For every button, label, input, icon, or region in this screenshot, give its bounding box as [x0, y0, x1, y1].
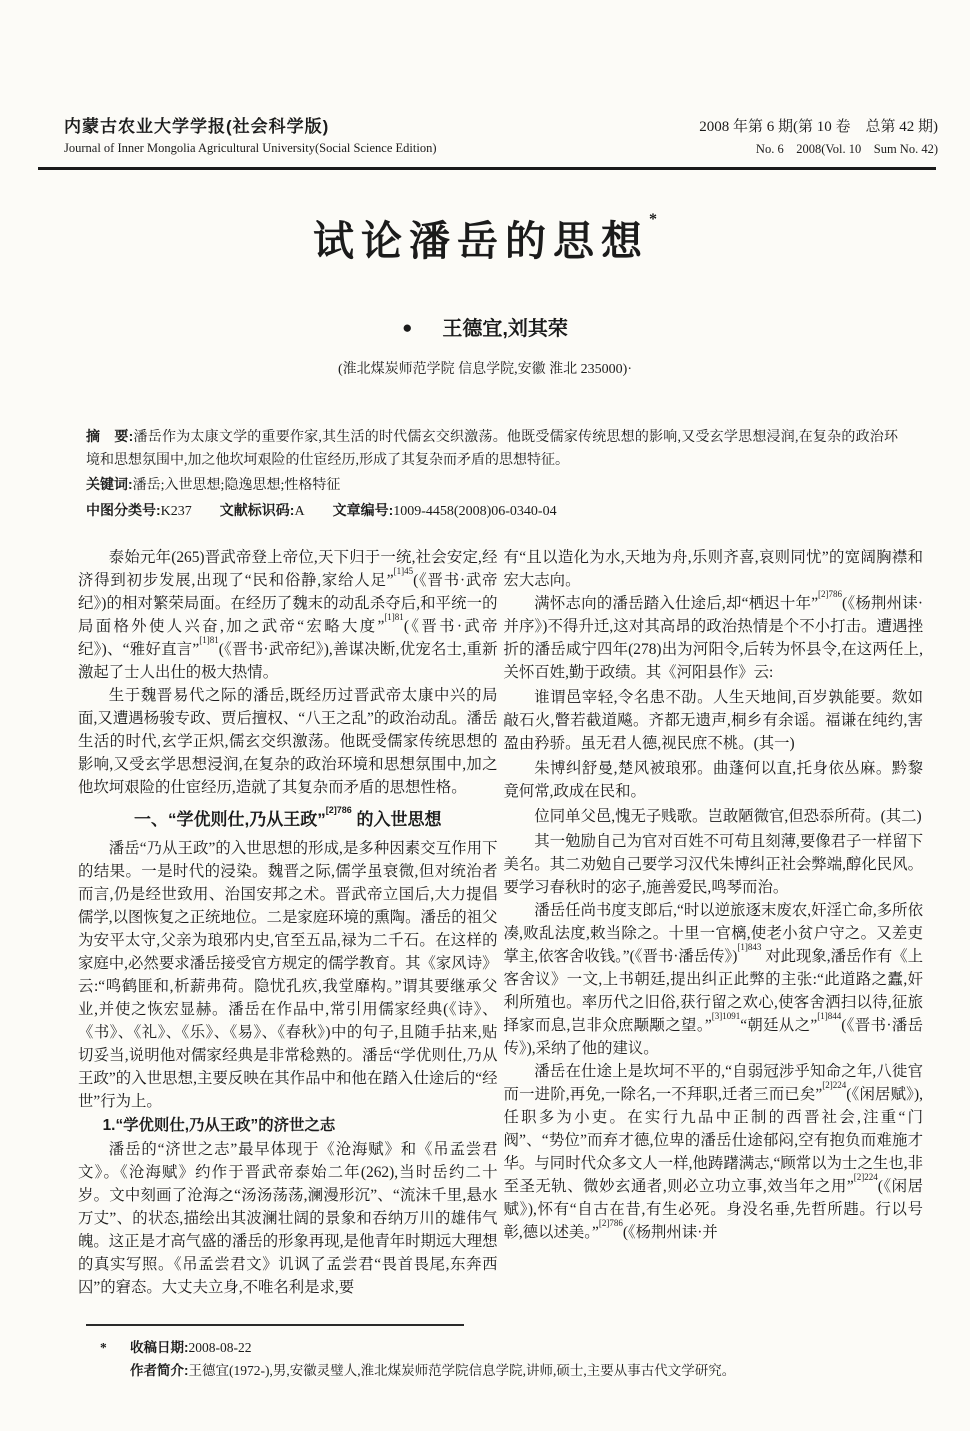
received-date-line	[100, 1336, 900, 1359]
paragraph: 其一勉励自己为官对百姓不可苟且刻薄,要像君子一样留下美名。其二劝勉自己要学习汉代朱博纠正社会弊端,醇化民风。要学习春秋时的宓子,施善爱民,鸣琴而治。	[503, 833, 923, 896]
affiliation: (淮北煤炭师范学院 信息学院,安徽 淮北 235000)·	[338, 362, 632, 377]
right-column	[504, 546, 924, 1328]
body-columns	[78, 546, 923, 1328]
header-divider	[38, 167, 936, 170]
section-heading: 一、“学优则仕,乃从王政”$^{[2]786}$ 的入世思想	[134, 805, 442, 829]
received-date-value: 2008-08-22	[188, 1340, 252, 1355]
abstract-row	[86, 425, 898, 472]
article-no-label: 文章编号:	[332, 501, 394, 518]
journal-name-en: Journal of Inner Mongolia Agricultural University(Social Science Edition)	[64, 141, 437, 155]
left-column	[78, 546, 498, 1328]
keywords-label: 关键词:	[86, 476, 133, 492]
paragraph: 潘岳在仕途上是坎坷不平的,“自弱冠涉乎知命之年,八徙官而一进阶,再免,一除名,一不拜职,迁者三而已矣”$^{[2]224}$(《闲居赋》),任职多为小吏。在实行九品中正制的西晋社会,注重“门阀”、“势位”而弃才德,位卑的潘岳仕途郁闷,空有抱负而难施才华。与同时代众多文人一样,他踌躇满志,“顾常以为士之生也,非至圣无轨、微妙玄通者,则必立功立事,效当年之用”$^{[2]224}$(《闲居赋》),怀有“自古在昔,有生必死。身没名垂,先哲所韪。行以号彰,德以述美。”$^{[2]786}$(《杨荆州诔·并	[503, 1063, 923, 1241]
paragraph: 生于魏晋易代之际的潘岳,既经历过晋武帝太康中兴的局面,又遭遇杨骏专政、贾后擅权、“八王之乱”的政治动乱。潘岳生活的时代,玄学正炽,儒玄交织激荡。他既受儒家传统思想的影响,又受玄学思想浸润,在复杂的政治环境和思想氛围中,加之他坎坷艰险的仕宦经历,造就了其复杂而矛盾的思想性格。	[78, 687, 498, 796]
classification-row	[86, 499, 898, 524]
subsection-heading: 1.“学优则仕,乃从王政”的济世之志	[102, 1117, 336, 1134]
doc-code-label: 文献标识码:	[219, 501, 295, 518]
author-bullet-icon: ●	[402, 318, 413, 337]
article-no-value: 1009-4458(2008)06-0340-04	[393, 503, 557, 519]
footnote-asterisk: *	[100, 1340, 107, 1355]
received-date-label: 收稿日期:	[130, 1340, 189, 1355]
abstract-label: 摘 要:	[86, 428, 134, 444]
abstract-text: 潘岳作为太康文学的重要作家,其生活的时代儒玄交织激荡。他既受儒家传统思想的影响,又受玄学思想浸润,在复杂的政治环境和思想氛围中,加之他坎坷艰险的仕宦经历,形成了其复杂而矛盾的思想特征。	[86, 430, 899, 468]
journal-header-right	[699, 115, 938, 157]
verse-quote: 谁谓邑宰轻,令名患不劭。人生天地间,百岁孰能要。欻如敲石火,瞥若截道飚。齐都无遗声,桐乡有余谣。福谦在纯约,害盈由矜骄。虽无君人德,视民庶不桃。(其一)	[503, 689, 923, 752]
keywords-row	[86, 473, 898, 498]
clc-label: 中图分类号:	[86, 501, 161, 518]
doc-code-value: A	[294, 503, 305, 519]
issue-info-cn: 2008 年第 6 期(第 10 卷 总第 42 期)	[699, 119, 938, 135]
paragraph: 潘岳任尚书度支郎后,“时以逆旅逐末废农,奸淫亡命,多所依凑,败乱法度,敕当除之。十里一官樆,使老小贫户守之。又差吏掌主,依客舍收钱。”(《晋书·潘岳传》)$^{[1]843}$ 对此现象,潘岳作有《上客舍议》一文,上书朝廷,提出纠正此弊的主张:“此道路之蠹,奸利所殖也。率历代之旧俗,获行留之欢心,使客舍洒扫以待,征旅择家而息,岂非众庶颙颙之望。”$^{[3]1091}$“朝廷从之”$^{[1]844}$(《晋书·潘岳传》),采纳了他的建议。	[503, 902, 923, 1057]
paragraph: 泰始元年(265)晋武帝登上帝位,天下归于一统,社会安定,经济得到初步发展,出现了“民和俗静,家给人足”$^{[1]45}$(《晋书·武帝纪》)的相对繁荣局面。在经历了魏末的动乱杀夺后,和平统一的局面格外使人兴奋,加之武帝“宏略大度”$^{[1]81}$(《晋书·武帝纪》)、“雅好直言”$^{[1]81}$(《晋书·武帝纪》),善谋决断,优宠名士,重新激起了士人出仕的极大热情。	[78, 549, 498, 681]
article-title-text: 试论潘岳的思想	[313, 218, 649, 264]
verse-quote: 朱博纠舒曼,楚风被琅邪。曲蓬何以直,托身依丛麻。黔黎竟何常,政成在民和。	[503, 760, 923, 800]
clc-value: K237	[160, 503, 192, 519]
author-names: 王德宜,刘其荣	[442, 318, 568, 340]
issue-info-en: No. 6 2008(Vol. 10 Sum No. 42)	[755, 142, 938, 156]
paragraph: 潘岳“乃从王政”的入世思想的形成,是多种因素交互作用下的结果。一是时代的浸染。魏晋之际,儒学虽衰微,但对统治者而言,仍是经世致用、治国安邦之术。晋武帝立国后,大力提倡儒学,以图恢复之正统地位。二是家庭环境的熏陶。潘岳的祖父为安平太守,父亲为琅邪内史,官至五品,禄为二千石。在这样的家庭中,必然要求潘岳接受官方规定的儒学教育。其《家风诗》云:“鸣鹤匪和,析薪弗荷。隐忧孔疚,我堂靡构。”谓其要继承父业,并使之恢宏显赫。潘岳在作品中,常引用儒家经典(《诗》、《书》、《礼》、《乐》、《易》、《春秋》)中的句子,且随手拈来,贴切妥当,说明他对儒家经典是非常稔熟的。潘岳“学优则仕,乃从王政”的入世思想,主要反映在其作品中和他在踏入仕途后的“经世”行为上。	[78, 840, 498, 1110]
journal-header-left	[64, 112, 436, 156]
footnote-divider	[86, 1324, 464, 1326]
keywords-text: 潘岳;入世思想;隐逸思想;性格特征	[132, 478, 341, 493]
authors-line	[0, 312, 970, 341]
paragraph-continuation: 有“且以造化为水,天地为舟,乐则齐喜,哀则同忧”的宽阔胸襟和宏大志向。	[503, 549, 923, 589]
abstract-block	[86, 424, 898, 523]
author-bio-text: 王德宜(1972-),男,安徽灵璧人,淮北煤炭师范学院信息学院,讲师,硕士,主要从事古代文学研究。	[188, 1363, 736, 1378]
paragraph: 潘岳的“济世之志”最早体现于《沧海赋》和《吊孟尝君文》。《沧海赋》约作于晋武帝泰始二年(262),当时岳约二十岁。文中刻画了沧海之“汤汤荡荡,澜漫形沉”、“流沫千里,悬水万丈”、的状态,描绘出其波澜壮阔的景象和吞纳万川的雄伟气魄。这正是才高气盛的潘岳的形象再现,是他青年时期远大理想的真实写照。《吊孟尝君文》讥讽了孟尝君“畏首畏尾,东奔西囚”的窘态。大丈夫立身,不唯名利是求,要	[78, 1141, 498, 1296]
verse-quote: 位同单父邑,愧无子贱歌。岂敢陋微官,但恐忝所荷。(其二)	[534, 808, 922, 825]
author-bio-line	[100, 1359, 900, 1382]
footnote-block	[100, 1336, 900, 1382]
journal-name-cn: 内蒙古农业大学学报(社会科学版)	[64, 117, 330, 136]
paragraph: 满怀志向的潘岳踏入仕途后,却“栖迟十年”$^{[2]786}$(《杨荆州诔·并序》)不得升迁,这对其高昂的政治热情是个不小打击。遭遇挫折的潘岳咸宁四年(278)出为河阳令,后转为怀县令,在这两任上,关怀百姓,勤于政绩。其《河阳县作》云:	[503, 588, 923, 681]
author-bio-label: 作者简介:	[130, 1363, 189, 1378]
article-title	[0, 208, 970, 267]
title-footnote-asterisk: *	[649, 211, 657, 229]
